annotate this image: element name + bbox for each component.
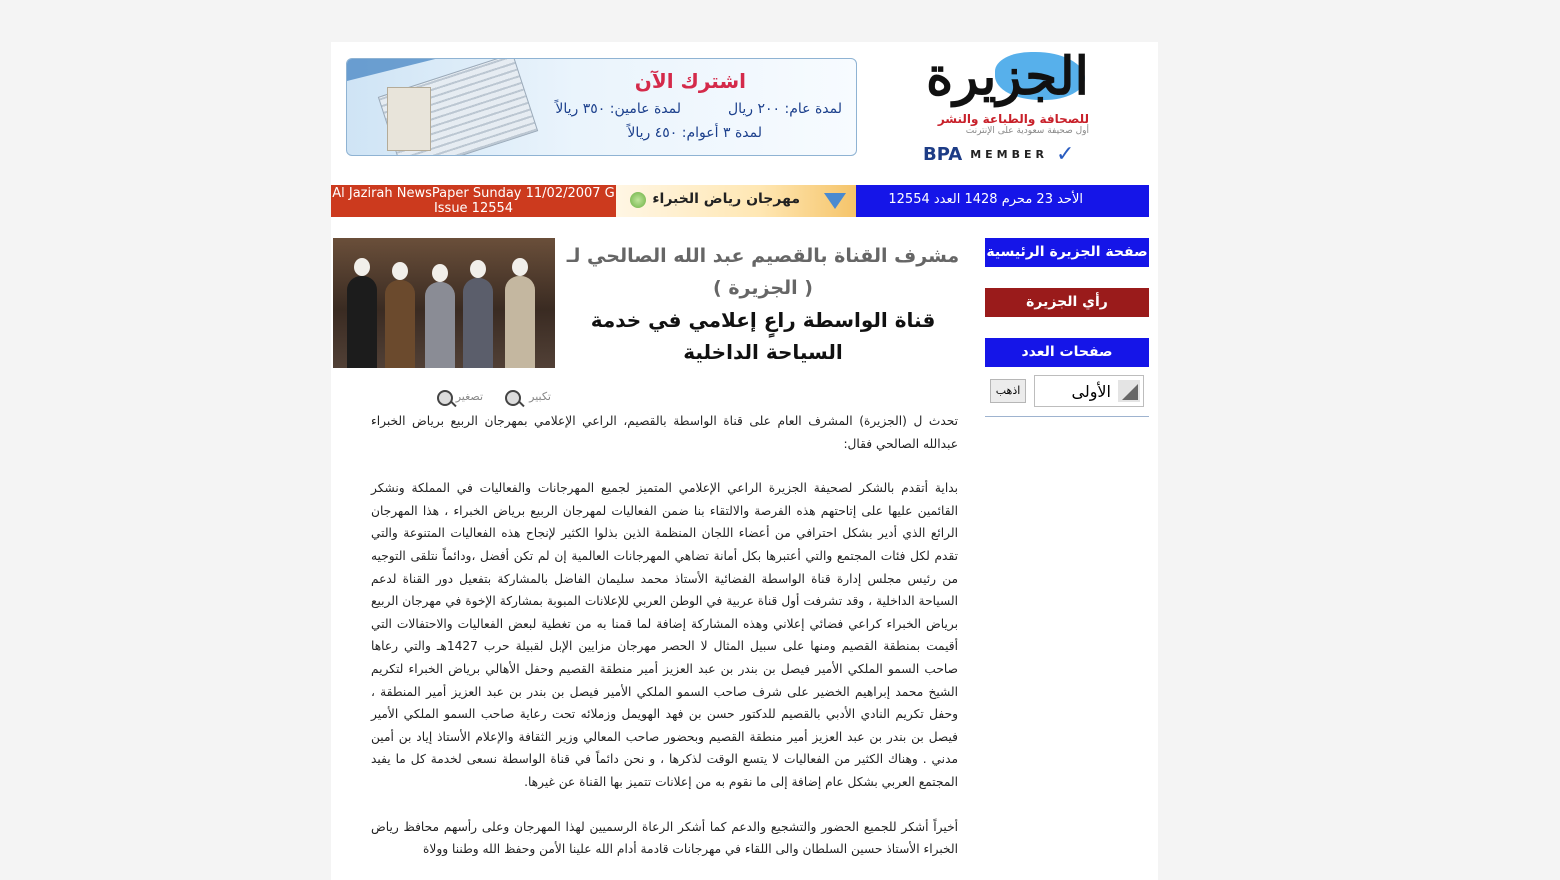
arabic-date bbox=[856, 185, 1149, 217]
logo-subtitle: للصحافة والطباعة والنشر bbox=[937, 112, 1089, 126]
zoom-out-icon bbox=[437, 390, 453, 406]
article-kicker: مشرف القناة بالقصيم عبد الله الصالحي لـ ( الجزيرة ) bbox=[566, 245, 960, 299]
logo-text: الجزيرة bbox=[926, 46, 1089, 107]
english-date bbox=[331, 185, 616, 217]
article-paragraph: أخيراً أشكر للجميع الحضور والتشجيع والدعم كما أشكر الرعاة الرسميين لهذا المهرجان وعلى رأسهم محافظ رياض الخبراء الأستاذ حسين السلطان والى اللقاء في مهرجانات قادمة أدام الله علينا الأمن وحفظ الله وطننا وولاة bbox=[371, 819, 958, 857]
home-page-button[interactable]: صفحة الجزيرة الرئيسية bbox=[985, 238, 1149, 267]
subscribe-title: اشترك الآن bbox=[634, 69, 746, 93]
newspaper-stand-illustration bbox=[387, 87, 431, 151]
arabic-date-text: الأحد 23 محرم 1428 العدد 12554 bbox=[888, 192, 1083, 207]
english-date-line: Al Jazirah NewsPaper Sunday 11/02/2007 G bbox=[332, 186, 615, 201]
opinion-button[interactable]: رأي الجزيرة bbox=[985, 288, 1149, 317]
article-headline: قناة الواسطة راعٍ إعلامي في خدمة السياحة الداخلية bbox=[590, 308, 936, 364]
issue-pages-button[interactable]: صفحات العدد bbox=[985, 338, 1149, 367]
article-paragraph: بداية أتقدم بالشكر لصحيفة الجزيرة الراعي الإعلامي المتميز لجميع المهرجانات والفعاليات في المملكة ونشكر القائمين عليها على إتاحتهم هذه الفرصة والالتقاء بنا ضمن الفعاليات لمهرجان الربيع برياض الخبراء ، هذا المهرجان الرائع الذي أدير بشكل احترافي من أعضاء اللجان المنظمة الذين بذلوا الكثير لإنجاح هذه الفعاليات المتنوعة والتي تقدم لكل فئات المجتمع والتي أعتبرها بكل أمانة تضاهي المهرجانات العالمية إن لم تكن أفضل ،ودائماً نتلقى التوجيه من رئيس مجلس إدارة قناة الواسطة الفضائية الأستاذ محمد سليمان الفاضل بالمشاركة بتفعيل دور القناة لدعم السياحة الداخلية ، وقد تشرفت أول قناة عربية في الوطن العربي للإعلانات المبوبة بمشاركة الإخوة في مهرجان الربيع برياض الخبراء كراعي فضائي إعلاني وهذه المشاركة إضافة لما قمنا به من تغطية لبعض الفعاليات والاحتفالات التي أقيمت بمنطقة القصيم ومنها على سبيل المثال لا الحصر مهرجان مزايين الإبل لقبيلة حرب 1427هـ والتي رعاها صاحب السمو الملكي الأمير فيصل بن بندر بن عبد العزيز أمير منطقة القصيم وحفل الأهالي برياض الخبراء لتكريم الشيخ محمد إبراهيم الخضير على شرف صاحب السمو الملكي الأمير فيصل بن بندر بن عبد العزيز أمير المنطقة ، وحفل تكريم النادي الأدبي بالقصيم للدكتور حسن بن فهد الهويمل وزملائه تحت رعاية صاحب السمو الملكي الأمير فيصل بن بندر بن عبد العزيز أمير منطقة القصيم وبحضور صاحب المعالي وزير الثقافة والإعلام الأستاذ إياد بن أمين مدني . وهناك الكثير من الفعاليات لا يتسع الوقت لذكرها ، و نحن دائماً في قناة الواسطة نسعى لخدمة كل ما يفيد المجتمع العربي بشكل عام إضافة إلى ما نقوم به من إعلانات تتميز بها القناة عن غيرها. bbox=[371, 481, 958, 789]
zoom-controls bbox=[429, 388, 559, 408]
page-select-value: الأولى bbox=[1071, 382, 1111, 401]
newspaper-page bbox=[331, 42, 1158, 880]
article-body bbox=[371, 410, 958, 880]
issue-number: Issue 12554 bbox=[433, 201, 514, 216]
offer-three-years: لمدة ٣ أعوام: ٤٥٠ ريالاً bbox=[627, 125, 762, 141]
article-paragraph: تحدث ل (الجزيرة) المشرف العام على قناة الواسطة بالقصيم، الراعي الإعلامي بمهرجان الربيع برياض الخبراء عبدالله الصالحي فقال: bbox=[371, 414, 958, 451]
bpa-logo: BPA bbox=[923, 143, 963, 165]
offer-one-year: لمدة عام: ٢٠٠ ريال bbox=[727, 101, 842, 117]
zoom-in-label: تكبير bbox=[529, 390, 551, 403]
person-figure bbox=[505, 276, 535, 368]
festival-title: مهرجان رياض الخبراء bbox=[652, 191, 800, 207]
sidebar-divider bbox=[985, 416, 1149, 417]
person-figure bbox=[425, 282, 455, 368]
dropdown-arrow-icon[interactable] bbox=[1118, 380, 1140, 402]
page-select[interactable] bbox=[1034, 375, 1144, 407]
go-button[interactable]: اذهب bbox=[990, 379, 1026, 403]
article-photo bbox=[333, 238, 555, 368]
person-figure bbox=[385, 280, 415, 368]
triangle-icon bbox=[824, 193, 846, 209]
person-figure bbox=[463, 278, 493, 368]
zoom-in-icon bbox=[505, 390, 521, 406]
bpa-member-badge bbox=[923, 142, 1123, 166]
zoom-out-button[interactable] bbox=[429, 388, 487, 408]
orb-icon bbox=[630, 192, 646, 208]
festival-banner[interactable] bbox=[616, 185, 856, 217]
person-figure bbox=[347, 276, 377, 368]
zoom-out-label: تصغير bbox=[455, 390, 483, 403]
zoom-in-button[interactable] bbox=[497, 388, 555, 408]
logo-tagline: أول صحيفة سعودية على الإنترنت bbox=[965, 126, 1089, 136]
subscribe-banner[interactable] bbox=[346, 58, 857, 156]
bpa-member-label: MEMBER bbox=[970, 147, 1048, 161]
offer-two-years: لمدة عامين: ٣٥٠ ريالاً bbox=[555, 101, 681, 117]
info-bar bbox=[331, 185, 1149, 217]
check-icon: ✓ bbox=[1055, 141, 1075, 167]
